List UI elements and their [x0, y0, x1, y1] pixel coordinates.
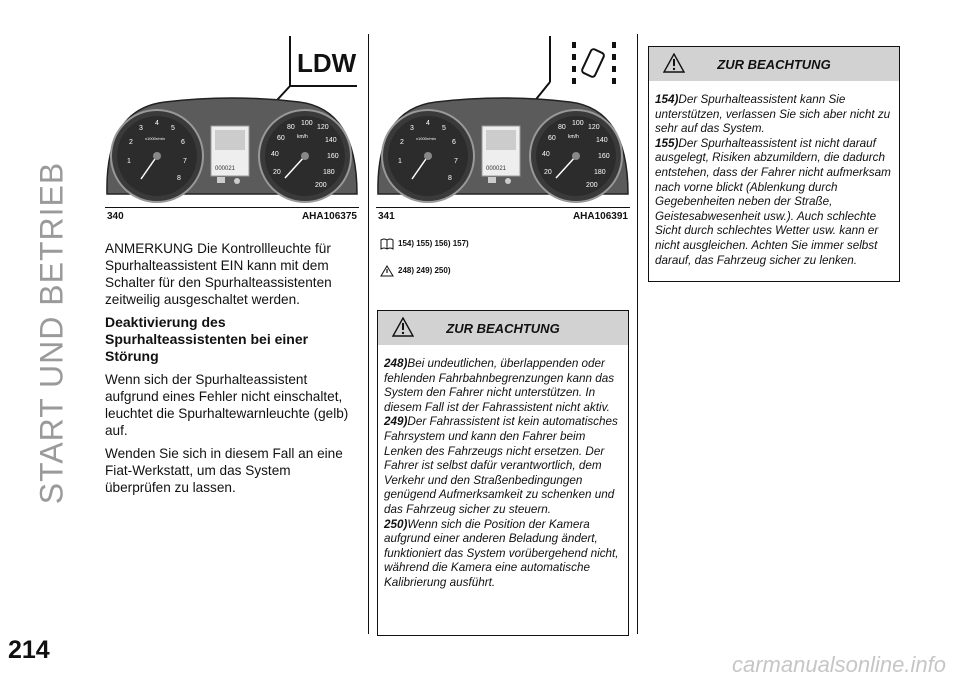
odometer: 000021 [486, 166, 507, 172]
figure-code: AHA106375 [301, 211, 357, 222]
book-icon [380, 238, 394, 250]
speed-label: 200 [315, 182, 327, 189]
tach-label: 6 [452, 139, 456, 146]
note-number: 248) [384, 357, 408, 370]
tach-label: 2 [400, 139, 404, 146]
note-text: Wenn sich die Position der Kamera aufgrund einer anderen Beladung ändert, funktioniert das System vorübergehend nicht, während die Kamera eine automatische Kalibrierung ausführt. [384, 517, 619, 589]
speed-label: 100 [572, 120, 584, 127]
tach-label: 5 [171, 125, 175, 132]
warning-triangle-icon [380, 265, 394, 277]
speed-label: 140 [596, 137, 608, 144]
reference-numbers: 154) 155) 156) 157) [398, 239, 469, 249]
tach-label: 8 [177, 175, 181, 182]
instrument-cluster-illustration [376, 34, 630, 208]
section-heading: Deaktivierung des Spurhalteassistenten bei einer Störung [105, 314, 309, 364]
note-text: Der Spurhalteassistent ist nicht darauf ausgelegt, Risiken abzumildern, die dadurch entstehen, dass der Fahrer nicht aufmerksam nach vorne blickt (Ablenkung durch Gegebenheiten neben der Straße, Geistesabwesenheit usw.). Auch schlechte Sicht durch schlechtes Wetter usw. kann er nicht ausgleichen. Achten Sie immer selbst darauf, das Fahrzeug sicher zu lenken. [655, 136, 891, 267]
speed-unit: km/h [568, 134, 579, 140]
column-divider [637, 34, 638, 634]
speed-label: 160 [598, 153, 610, 160]
speed-label: 200 [586, 182, 598, 189]
tach-unit: x1000r/min [145, 136, 165, 141]
tach-label: 7 [454, 158, 458, 165]
watermark: carmanualsonline.info [731, 652, 946, 677]
tach-label: 4 [155, 120, 159, 127]
body-paragraph: Wenden Sie sich in diesem Fall an eine Fiat-Werkstatt, um das System überprüfen zu lassen. [105, 446, 343, 495]
tach-label: 8 [448, 175, 452, 182]
center-display [211, 126, 249, 184]
warning-header [649, 47, 899, 81]
note-number: 154) [655, 93, 679, 106]
figure-code: AHA106391 [572, 211, 628, 222]
speedometer-gauge [530, 110, 622, 202]
speed-label: 60 [277, 135, 285, 142]
tach-label: 2 [129, 139, 133, 146]
reference-line-1 [380, 238, 469, 250]
column-divider [368, 34, 369, 634]
speed-label: 40 [542, 151, 550, 158]
warning-body [378, 345, 628, 597]
speed-label: 20 [544, 169, 552, 176]
speed-label: 80 [558, 124, 566, 131]
note-number: 250) [384, 517, 408, 531]
warning-box-right [648, 46, 900, 282]
warning-note [384, 357, 622, 415]
tach-unit: x1000r/min [416, 136, 436, 141]
warning-note [384, 518, 622, 591]
figure-number: 341 [378, 211, 395, 222]
figure-340 [105, 34, 359, 224]
odometer: 000021 [215, 166, 236, 172]
tach-label: 1 [398, 158, 402, 165]
warning-note [655, 137, 893, 268]
tach-label: 6 [181, 139, 185, 146]
figure-caption [105, 207, 359, 224]
note-number: 155) [655, 136, 679, 150]
speed-label: 60 [548, 135, 556, 142]
tach-label: 5 [442, 125, 446, 132]
body-paragraph: Wenn sich der Spurhalteassistent aufgrund eines Fehler nicht einschaltet, leuchtet die Spurhaltewarnleuchte (gelb) auf. [105, 372, 349, 438]
figure-341 [376, 34, 630, 224]
tach-label: 3 [139, 125, 143, 132]
warning-note [655, 93, 893, 137]
figure-number: 340 [107, 211, 124, 222]
tach-label: 7 [183, 158, 187, 165]
note-text: Bei undeutlichen, überlappenden oder fehlenden Fahrbahnbegrenzungen kann das System den Fahrer nicht unterstützen. In diesem Fall ist der Fahrassistent nicht aktiv. [384, 357, 615, 414]
speedometer-gauge [259, 110, 351, 202]
speed-label: 80 [287, 124, 295, 131]
speed-label: 120 [317, 124, 329, 131]
tachometer-gauge [111, 110, 203, 202]
speed-label: 120 [588, 124, 600, 131]
tachometer-gauge [382, 110, 474, 202]
speed-label: 40 [271, 151, 279, 158]
tach-label: 3 [410, 125, 414, 132]
note-number: 249) [384, 415, 408, 429]
speed-label: 140 [325, 137, 337, 144]
warning-note [384, 415, 622, 517]
speed-label: 180 [594, 169, 606, 176]
figure-caption [376, 207, 630, 224]
warning-header [378, 311, 628, 345]
center-display [482, 126, 520, 184]
speed-label: 20 [273, 169, 281, 176]
speed-label: 160 [327, 153, 339, 160]
warning-box-middle [377, 310, 629, 636]
speed-unit: km/h [297, 134, 308, 140]
warning-body [649, 81, 899, 274]
chapter-title: START UND BETRIEB [33, 161, 70, 505]
instrument-cluster-illustration [105, 34, 359, 208]
speed-label: 180 [323, 169, 335, 176]
reference-line-2 [380, 265, 450, 277]
page-number: 214 [8, 636, 50, 664]
note-text: Der Fahrassistent ist kein automatisches Fahrsystem und kann den Fahrer beim Lenken des Fahrzeugs nicht ersetzen. Der Fahrer ist selbst dafür verantwortlich, dem Verkehr und den Straßenbedingungen genügend Aufmerksamkeit zu schenken und das Fahrzeug sicher zu steuern. [384, 415, 618, 516]
tach-label: 1 [127, 158, 131, 165]
reference-numbers: 248) 249) 250) [398, 266, 451, 276]
speed-label: 100 [301, 120, 313, 127]
ldw-label: LDW [297, 48, 357, 78]
warning-title: ZUR BEACHTUNG [717, 57, 831, 72]
warning-title: ZUR BEACHTUNG [446, 321, 560, 336]
column-1-text [105, 240, 357, 502]
tach-label: 4 [426, 120, 430, 127]
note-text: Der Spurhalteassistent kann Sie unterstützen, verlassen Sie sich aber nicht zu sehr auf das System. [655, 93, 891, 136]
note-paragraph: ANMERKUNG Die Kontrollleuchte für Spurhalteassistent EIN kann mit dem Schalter für den Spurhalteassistenten zeitweilig ausgeschaltet werden. [105, 241, 332, 307]
